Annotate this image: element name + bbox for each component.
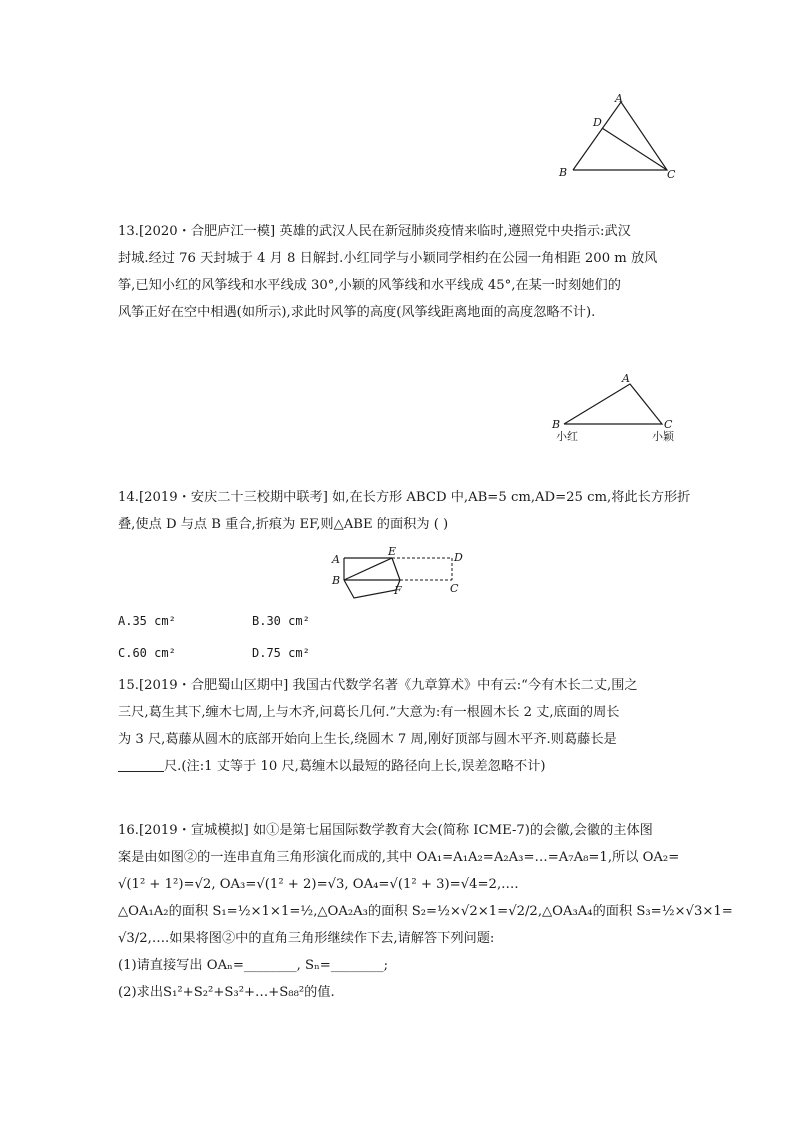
option-d: D.75 cm² [252,646,310,660]
label-F: F [394,584,402,597]
label-xiaohong: 小红 [556,430,578,443]
question-16 [118,817,733,1006]
label-A: A [622,372,630,385]
q16-line-5: √3/2,….如果将图②中的直角三角形继续作下去,请解答下列问题: [118,931,495,946]
q13-line-1: 13.[2020・合肥庐江一模] 英雄的武汉人民在新冠肺炎疫情来临时,遵照党中央指示:武汉 [118,224,631,239]
q13-line-3: 筝,已知小红的风筝线和水平线成 30°,小颖的风筝线和水平线成 45°,在某一时刻她们的 [118,278,621,293]
q15-line-4 [118,753,678,780]
question-14 [118,484,691,538]
label-B: B [559,166,568,179]
label-B: B [332,574,341,587]
question-13 [118,218,678,326]
q15-line-1: 15.[2019・合肥蜀山区期中] 我国古代数学名著《九章算术》中有云:“今有木长二丈,围之 [118,678,638,693]
q15-line-4-text: 尺.(注:1 丈等于 10 尺,葛缠木以最短的路径向上长,误差忽略不计) [164,759,546,774]
q15-line-3: 为 3 尺,葛藤从圆木的底部开始向上生长,绕圆木 7 周,刚好顶部与圆木平齐.则葛藤长是 [118,732,617,747]
option-a: A.35 cm² [118,614,176,628]
label-E: E [388,545,397,558]
q16-line-4: △OA₁A₂的面积 S₁=½×1×1=½,△OA₂A₃的面积 S₂=½×√2×1=√2/2,△OA₃A₄的面积 S₃=½×√3×1= [118,904,733,919]
label-C: C [664,418,673,431]
q16-part-1: (1)请直接写出 OAₙ=________, Sₙ=________; [118,958,389,973]
option-c: C.60 cm² [118,646,176,660]
label-D: D [454,551,463,564]
figure-q13-kite-triangle [550,370,690,445]
label-A: A [615,92,623,105]
q15-line-2: 三尺,葛生其下,缠木七周,上与木齐,问葛长几何.”大意为:有一根圆木长 2 丈,底面的周长 [118,705,620,720]
q16-line-3: √(1² + 1²)=√2, OA₃=√(1² + 2)=√3, OA₄=√(1² + 3)=√4=2,…. [118,877,519,892]
label-A: A [332,553,340,566]
q13-line-4: 风筝正好在空中相遇(如所示),求此时风筝的高度(风筝线距离地面的高度忽略不计). [118,305,596,320]
option-b: B.30 cm² [252,614,310,628]
label-D: D [593,116,602,129]
q16-line-2: 案是由如图②的一连串直角三角形演化而成的,其中 OA₁=A₁A₂=A₂A₃=…=A₇A₈=1,所以 OA₂= [118,850,680,865]
q14-line-2: 叠,使点 D 与点 B 重合,折痕为 EF,则△ABE 的面积为 ( ) [118,517,449,532]
label-C: C [450,582,459,595]
q14-line-1: 14.[2019・安庆二十三校期中联考] 如,在长方形 ABCD 中,AB=5 cm,AD=25 cm,将此长方形折 [118,490,691,505]
label-B: B [552,418,561,431]
label-C: C [667,168,676,181]
q13-line-2: 封城.经过 76 天封城于 4 月 8 日解封.小红同学与小颖同学相约在公园一角相距 200 m 放风 [118,251,658,266]
q16-part-2: (2)求出S₁²+S₂²+S₃²+…+S₈₈²的值. [118,985,335,1000]
answer-blank[interactable] [118,757,164,772]
label-xiaoying: 小颖 [652,430,674,443]
question-15 [118,672,678,780]
figure-q14-folded-rectangle [326,542,466,604]
q16-line-1: 16.[2019・宣城模拟] 如①是第七届国际数学教育大会(简称 ICME-7)的会徽,会徽的主体图 [118,823,653,838]
figure-q12-triangle [555,92,685,187]
